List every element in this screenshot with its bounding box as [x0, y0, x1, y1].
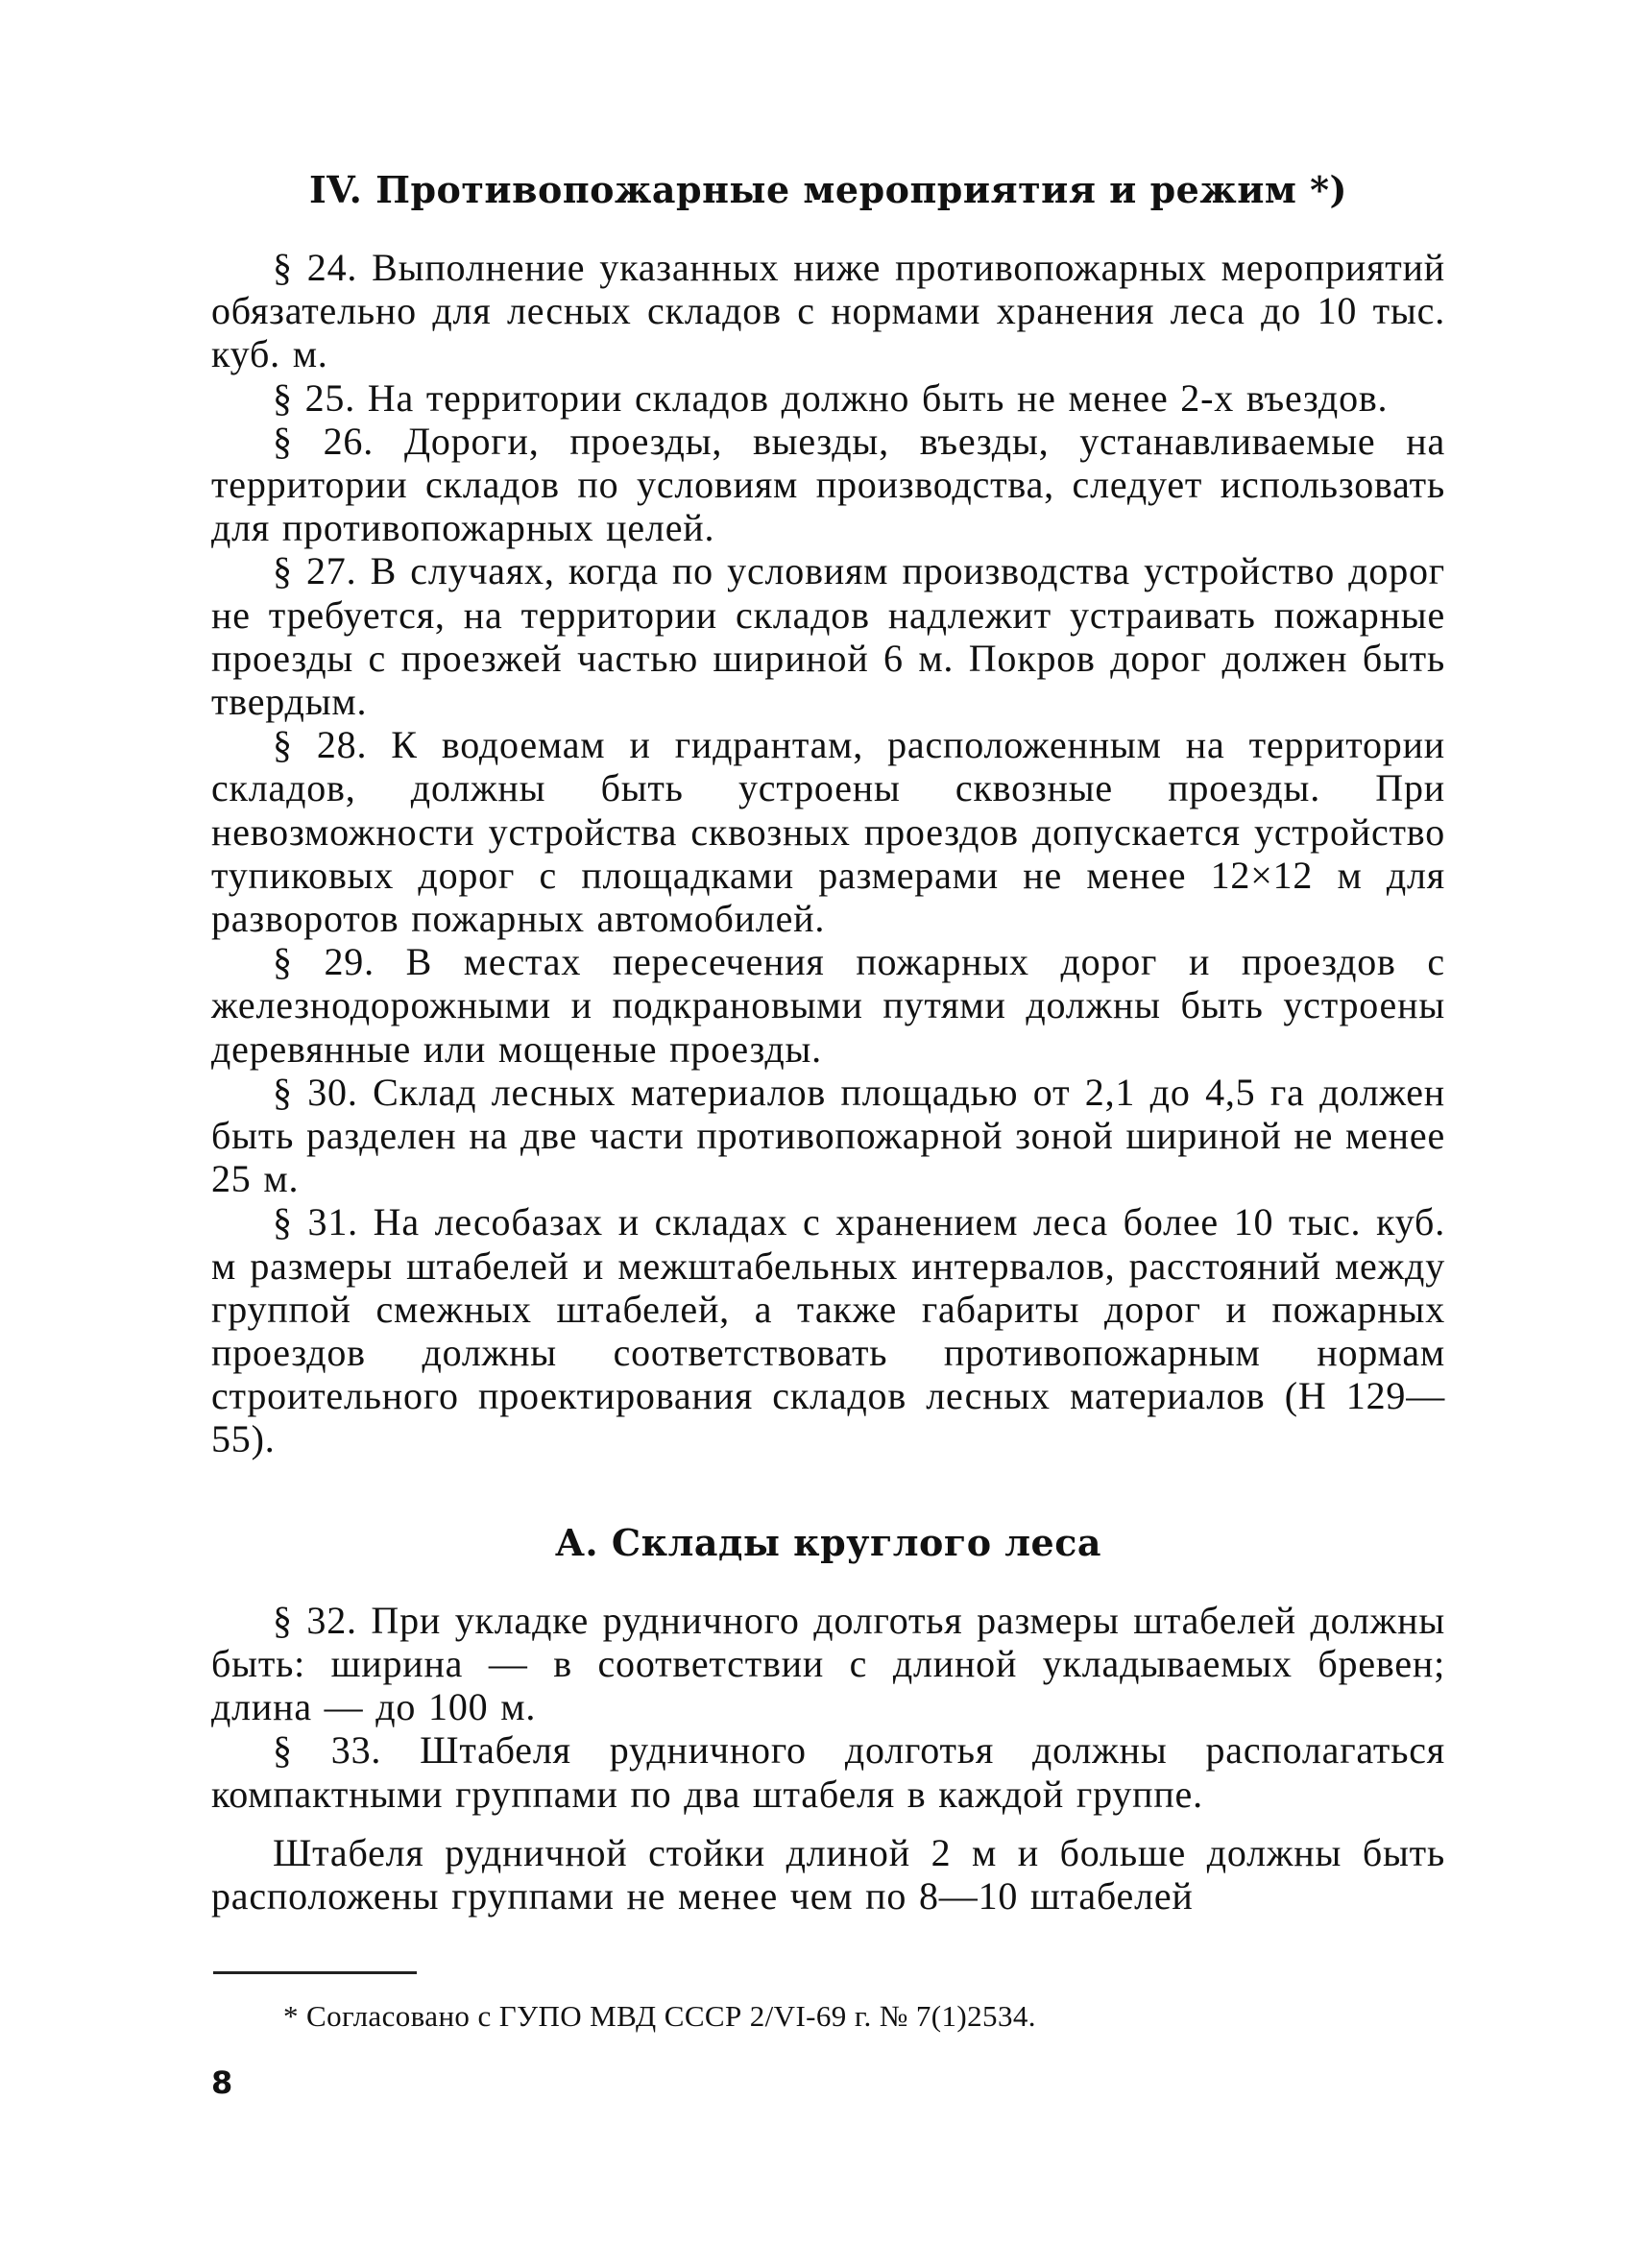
paragraph-27: § 27. В случаях, когда по условиям производства устройство дорог не требуется, на территории складов надлежит устраивать пожарные проезды с проезжей частью шириной 6 м. Покров дорог должен быть твердым.: [211, 549, 1445, 724]
subsection-title: А. Склады круглого леса: [554, 1520, 1101, 1564]
paragraph-28: § 28. К водоемам и гидрантам, расположенным на территории складов, должны быть устроены сквозные проезды. При невозможности устройства сквозных проездов допускается устройство тупиковых дорог с площадками размерами не менее 12×12 м для разворотов пожарных автомобилей.: [211, 723, 1445, 941]
footnote: * Согласовано с ГУПО МВД СССР 2/VI-69 г. № 7(1)2534.: [283, 1999, 1036, 2033]
paragraph-31: § 31. На лесобазах и складах с хранением леса более 10 тыс. куб. м размеры штабелей и межштабельных интервалов, расстояний между группой смежных штабелей, а также габариты дорог и пожарных проездов должны соответствовать противопожарным нормам строительного проектирования складов лесных материалов (Н 129—55).: [211, 1200, 1445, 1461]
subsection-body: [211, 1599, 1445, 1918]
paragraph-33: § 33. Штабеля рудничного долготья должны располагаться компактными группами по два штабеля в каждой группе.: [211, 1728, 1445, 1816]
section-body: [211, 246, 1445, 1461]
paragraph-24: § 24. Выполнение указанных ниже противопожарных мероприятий обязательно для лесных складов с нормами хранения леса до 10 тыс. куб. м.: [211, 246, 1445, 376]
section-title: IV. Противопожарные мероприятия и режим *): [309, 168, 1347, 211]
paragraph-30: § 30. Склад лесных материалов площадью от 2,1 до 4,5 га должен быть разделен на две части противопожарной зоной шириной не менее 25 м.: [211, 1070, 1445, 1201]
paragraph-26: § 26. Дороги, проезды, выезды, въезды, устанавливаемые на территории складов по условиям производства, следует использовать для противопожарных целей.: [211, 419, 1445, 550]
paragraph-29: § 29. В местах пересечения пожарных дорог и проездов с железнодорожными и подкрановыми путями должны быть устроены деревянные или мощеные проезды.: [211, 940, 1445, 1071]
paragraph-stoyki: Штабеля рудничной стойки длиной 2 м и больше должны быть расположены группами не менее чем по 8—10 штабелей: [211, 1830, 1445, 1918]
paragraph-32: § 32. При укладке рудничного долготья размеры штабелей должны быть: ширина — в соответствии с длиной укладываемых бревен; длина — до 100 м.: [211, 1598, 1445, 1729]
footnote-divider: [213, 1971, 417, 1974]
document-page: [211, 168, 1445, 1918]
paragraph-25: § 25. На территории складов должно быть не менее 2-х въездов.: [273, 375, 1389, 420]
page-number: 8: [211, 2064, 233, 2101]
